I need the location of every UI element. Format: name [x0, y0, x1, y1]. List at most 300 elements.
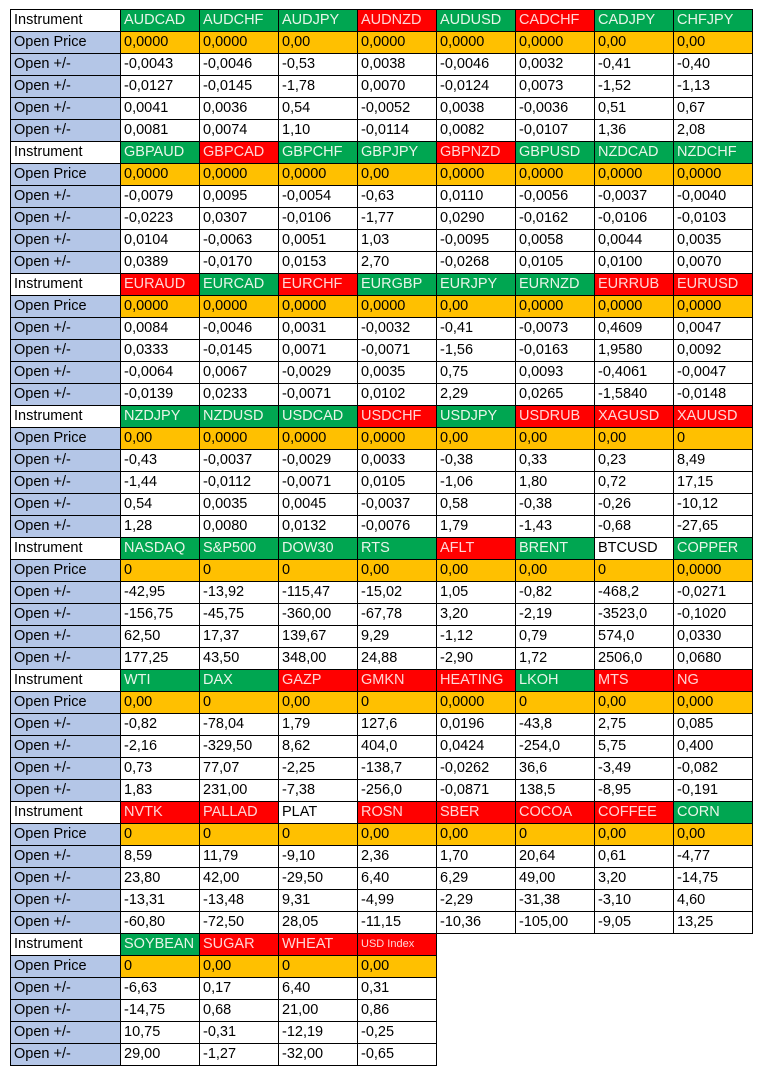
empty-cell [516, 1044, 595, 1066]
open-delta-value: 20,64 [516, 846, 595, 868]
empty-cell [516, 1000, 595, 1022]
open-delta-label: Open +/- [11, 626, 121, 648]
open-delta-value: 0,0100 [595, 252, 674, 274]
open-delta-value: -0,0064 [121, 362, 200, 384]
open-delta-label: Open +/- [11, 758, 121, 780]
open-delta-label: Open +/- [11, 846, 121, 868]
open-delta-value: -43,8 [516, 714, 595, 736]
open-delta-label: Open +/- [11, 340, 121, 362]
open-delta-value: 0,0093 [516, 362, 595, 384]
open-delta-value: 0,17 [200, 978, 279, 1000]
open-delta-value: -0,0268 [437, 252, 516, 274]
open-delta-label: Open +/- [11, 54, 121, 76]
open-delta-value: 62,50 [121, 626, 200, 648]
instrument-corn: CORN [674, 802, 753, 824]
open-price-value: 0,0000 [200, 428, 279, 450]
open-price-value: 0,00 [674, 32, 753, 54]
open-delta-value: -9,10 [279, 846, 358, 868]
open-delta-value: -31,38 [516, 890, 595, 912]
open-delta-row [11, 384, 753, 406]
open-delta-value: -360,00 [279, 604, 358, 626]
open-delta-value: 404,0 [358, 736, 437, 758]
open-delta-value: -0,0043 [121, 54, 200, 76]
open-delta-label: Open +/- [11, 208, 121, 230]
open-delta-value: -0,0046 [200, 54, 279, 76]
open-delta-value: -0,191 [674, 780, 753, 802]
open-delta-row [11, 472, 753, 494]
open-delta-value: -29,50 [279, 868, 358, 890]
open-delta-value: -0,1020 [674, 604, 753, 626]
open-delta-value: -2,29 [437, 890, 516, 912]
open-delta-value: -10,12 [674, 494, 753, 516]
open-delta-value: 1,72 [516, 648, 595, 670]
open-delta-value: 10,75 [121, 1022, 200, 1044]
open-delta-label: Open +/- [11, 450, 121, 472]
open-delta-value: -0,41 [437, 318, 516, 340]
empty-cell [674, 1000, 753, 1022]
instrument-heating: HEATING [437, 670, 516, 692]
open-price-value: 0,0000 [279, 296, 358, 318]
open-price-value: 0,0000 [200, 296, 279, 318]
open-delta-value: 0,0074 [200, 120, 279, 142]
open-delta-value: -1,44 [121, 472, 200, 494]
open-delta-row [11, 318, 753, 340]
open-price-value: 0,0000 [200, 164, 279, 186]
open-delta-value: -0,082 [674, 758, 753, 780]
open-delta-value: 77,07 [200, 758, 279, 780]
open-delta-value: 0,73 [121, 758, 200, 780]
open-delta-value: -14,75 [674, 868, 753, 890]
instrument-eurusd: EURUSD [674, 274, 753, 296]
open-delta-value: 0,72 [595, 472, 674, 494]
instrument-gbpcad: GBPCAD [200, 142, 279, 164]
instrument-gbpaud: GBPAUD [121, 142, 200, 164]
open-delta-value: -0,0071 [279, 472, 358, 494]
open-price-value: 0 [358, 692, 437, 714]
open-price-value: 0,00 [516, 428, 595, 450]
open-delta-row [11, 868, 753, 890]
empty-cell [595, 1000, 674, 1022]
instrument-header-row [11, 802, 753, 824]
open-delta-value: -105,00 [516, 912, 595, 934]
instrument-coffee: COFFEE [595, 802, 674, 824]
open-price-row [11, 824, 753, 846]
open-delta-value: -468,2 [595, 582, 674, 604]
open-delta-value: 9,29 [358, 626, 437, 648]
open-delta-value: 139,67 [279, 626, 358, 648]
open-delta-value: -1,43 [516, 516, 595, 538]
open-delta-value: -7,38 [279, 780, 358, 802]
open-delta-row [11, 120, 753, 142]
open-price-value: 0,00 [595, 428, 674, 450]
open-delta-value: -2,19 [516, 604, 595, 626]
open-delta-value: -0,0036 [516, 98, 595, 120]
open-delta-value: -0,0170 [200, 252, 279, 274]
open-price-value: 0,00 [358, 164, 437, 186]
open-price-value: 0 [200, 560, 279, 582]
instrument-dow30: DOW30 [279, 538, 358, 560]
open-delta-value: 3,20 [595, 868, 674, 890]
empty-cell [437, 934, 516, 956]
open-delta-value: -0,0145 [200, 76, 279, 98]
open-price-value: 0,0000 [358, 32, 437, 54]
open-delta-value: -0,25 [358, 1022, 437, 1044]
open-price-label: Open Price [11, 560, 121, 582]
open-delta-label: Open +/- [11, 1000, 121, 1022]
instrument-label: Instrument [11, 538, 121, 560]
open-delta-value: -0,0139 [121, 384, 200, 406]
open-delta-value: -14,75 [121, 1000, 200, 1022]
instrument-gbpjpy: GBPJPY [358, 142, 437, 164]
instrument-rosn: ROSN [358, 802, 437, 824]
open-price-value: 0,0000 [674, 560, 753, 582]
open-delta-row [11, 516, 753, 538]
open-delta-value: -0,0032 [358, 318, 437, 340]
open-delta-label: Open +/- [11, 472, 121, 494]
open-delta-label: Open +/- [11, 230, 121, 252]
open-delta-value: 6,40 [358, 868, 437, 890]
open-delta-value: 0,0290 [437, 208, 516, 230]
open-delta-value: -0,0063 [200, 230, 279, 252]
instrument-wti: WTI [121, 670, 200, 692]
open-price-value: 0,0000 [358, 296, 437, 318]
open-price-value: 0,00 [516, 560, 595, 582]
open-delta-value: 0,0333 [121, 340, 200, 362]
open-delta-value: 0,0424 [437, 736, 516, 758]
open-delta-value: 0,0105 [358, 472, 437, 494]
empty-cell [674, 956, 753, 978]
open-price-label: Open Price [11, 956, 121, 978]
open-price-value: 0,00 [121, 428, 200, 450]
empty-cell [516, 1022, 595, 1044]
open-price-value: 0,0000 [437, 164, 516, 186]
open-delta-value: -1,52 [595, 76, 674, 98]
open-price-value: 0 [200, 692, 279, 714]
open-delta-value: 0,0153 [279, 252, 358, 274]
open-delta-value: 177,25 [121, 648, 200, 670]
open-delta-row [11, 98, 753, 120]
open-delta-value: 6,40 [279, 978, 358, 1000]
open-price-value: 0,0000 [121, 164, 200, 186]
open-delta-value: -45,75 [200, 604, 279, 626]
open-price-row [11, 296, 753, 318]
open-price-value: 0,00 [358, 956, 437, 978]
open-delta-value: -0,0040 [674, 186, 753, 208]
instrument-nasdaq: NASDAQ [121, 538, 200, 560]
open-delta-value: 17,37 [200, 626, 279, 648]
open-delta-value: -2,25 [279, 758, 358, 780]
open-delta-value: -115,47 [279, 582, 358, 604]
open-delta-value: 0,0044 [595, 230, 674, 252]
open-delta-value: 43,50 [200, 648, 279, 670]
open-delta-value: -0,68 [595, 516, 674, 538]
open-delta-value: 49,00 [516, 868, 595, 890]
open-delta-value: -4,77 [674, 846, 753, 868]
open-delta-label: Open +/- [11, 780, 121, 802]
open-delta-value: 17,15 [674, 472, 753, 494]
instrument-s-p500: S&P500 [200, 538, 279, 560]
empty-cell [516, 978, 595, 1000]
instrument-rts: RTS [358, 538, 437, 560]
instrument-chfjpy: CHFJPY [674, 10, 753, 32]
open-delta-value: -254,0 [516, 736, 595, 758]
open-delta-value: -2,16 [121, 736, 200, 758]
open-delta-value: -0,0076 [358, 516, 437, 538]
open-delta-value: -10,36 [437, 912, 516, 934]
open-price-value: 0,00 [595, 32, 674, 54]
open-price-value: 0,00 [121, 692, 200, 714]
open-delta-label: Open +/- [11, 868, 121, 890]
open-delta-row [11, 340, 753, 362]
open-price-value: 0,0000 [674, 164, 753, 186]
open-delta-value: 0,79 [516, 626, 595, 648]
open-delta-row [11, 758, 753, 780]
empty-cell [674, 978, 753, 1000]
open-delta-label: Open +/- [11, 494, 121, 516]
open-delta-label: Open +/- [11, 252, 121, 274]
open-price-value: 0,0000 [437, 692, 516, 714]
instrument-wheat: WHEAT [279, 934, 358, 956]
open-price-row [11, 560, 753, 582]
open-price-value: 0,00 [437, 824, 516, 846]
open-delta-value: 21,00 [279, 1000, 358, 1022]
instrument-lkoh: LKOH [516, 670, 595, 692]
open-delta-value: -0,0037 [595, 186, 674, 208]
open-delta-value: -0,82 [121, 714, 200, 736]
open-delta-row [11, 54, 753, 76]
open-delta-value: 0,0330 [674, 626, 753, 648]
open-delta-label: Open +/- [11, 1044, 121, 1066]
open-delta-value: -0,0054 [279, 186, 358, 208]
open-delta-value: -0,0079 [121, 186, 200, 208]
open-delta-value: 1,83 [121, 780, 200, 802]
open-delta-row [11, 978, 753, 1000]
empty-cell [516, 934, 595, 956]
open-delta-value: 8,49 [674, 450, 753, 472]
open-delta-value: -0,0071 [358, 340, 437, 362]
open-delta-value: -0,0114 [358, 120, 437, 142]
open-delta-value: -0,0162 [516, 208, 595, 230]
instrument-copper: COPPER [674, 538, 753, 560]
open-delta-value: 0,0082 [437, 120, 516, 142]
open-price-value: 0 [121, 956, 200, 978]
open-delta-value: -0,0047 [674, 362, 753, 384]
open-delta-value: 42,00 [200, 868, 279, 890]
open-price-value: 0,00 [437, 428, 516, 450]
open-delta-value: 231,00 [200, 780, 279, 802]
open-delta-value: 0,085 [674, 714, 753, 736]
open-delta-value: -0,0107 [516, 120, 595, 142]
open-price-sheet [10, 9, 753, 1066]
open-price-label: Open Price [11, 824, 121, 846]
instrument-usdcad: USDCAD [279, 406, 358, 428]
open-delta-value: -11,15 [358, 912, 437, 934]
open-delta-value: 0,0104 [121, 230, 200, 252]
open-delta-value: -0,0029 [279, 362, 358, 384]
open-price-value: 0,00 [595, 692, 674, 714]
open-delta-value: -15,02 [358, 582, 437, 604]
open-delta-value: 1,36 [595, 120, 674, 142]
open-price-value: 0,0000 [121, 32, 200, 54]
instrument-table [10, 9, 753, 1066]
open-delta-value: 0,61 [595, 846, 674, 868]
open-delta-value: -0,0071 [279, 384, 358, 406]
instrument-pallad: PALLAD [200, 802, 279, 824]
instrument-cadjpy: CADJPY [595, 10, 674, 32]
open-delta-value: 0,0071 [279, 340, 358, 362]
open-delta-value: 0,0680 [674, 648, 753, 670]
open-price-value: 0,0000 [595, 164, 674, 186]
open-delta-value: 0,23 [595, 450, 674, 472]
open-delta-value: 0,0095 [200, 186, 279, 208]
open-delta-value: 0,0265 [516, 384, 595, 406]
open-price-value: 0,00 [279, 692, 358, 714]
open-delta-value: -12,19 [279, 1022, 358, 1044]
open-delta-row [11, 912, 753, 934]
open-delta-value: 1,9580 [595, 340, 674, 362]
open-delta-label: Open +/- [11, 648, 121, 670]
open-delta-row [11, 582, 753, 604]
instrument-soybean: SOYBEAN [121, 934, 200, 956]
open-delta-value: -0,0106 [279, 208, 358, 230]
open-delta-value: 127,6 [358, 714, 437, 736]
instrument-usdjpy: USDJPY [437, 406, 516, 428]
open-delta-value: 0,0058 [516, 230, 595, 252]
empty-cell [437, 978, 516, 1000]
open-delta-row [11, 626, 753, 648]
open-delta-value: 0,68 [200, 1000, 279, 1022]
open-delta-value: -0,26 [595, 494, 674, 516]
open-price-value: 0,0000 [279, 428, 358, 450]
open-price-value: 0,0000 [279, 164, 358, 186]
instrument-usdrub: USDRUB [516, 406, 595, 428]
instrument-gmkn: GMKN [358, 670, 437, 692]
instrument-usdchf: USDCHF [358, 406, 437, 428]
open-price-label: Open Price [11, 428, 121, 450]
empty-cell [674, 1022, 753, 1044]
instrument-label: Instrument [11, 670, 121, 692]
open-price-label: Open Price [11, 164, 121, 186]
open-delta-row [11, 780, 753, 802]
open-delta-value: 11,79 [200, 846, 279, 868]
open-delta-value: 0,0092 [674, 340, 753, 362]
open-delta-value: 0,0233 [200, 384, 279, 406]
open-delta-value: -0,0029 [279, 450, 358, 472]
instrument-audnzd: AUDNZD [358, 10, 437, 32]
open-price-label: Open Price [11, 32, 121, 54]
open-delta-value: -1,13 [674, 76, 753, 98]
open-delta-value: 0,0070 [358, 76, 437, 98]
open-price-row [11, 32, 753, 54]
instrument-nzdjpy: NZDJPY [121, 406, 200, 428]
open-delta-value: 8,59 [121, 846, 200, 868]
open-delta-value: 0,0031 [279, 318, 358, 340]
open-delta-value: 0,0033 [358, 450, 437, 472]
open-delta-value: -0,0124 [437, 76, 516, 98]
open-delta-value: -1,78 [279, 76, 358, 98]
instrument-eurgbp: EURGBP [358, 274, 437, 296]
open-delta-row [11, 846, 753, 868]
open-delta-label: Open +/- [11, 384, 121, 406]
open-delta-value: 0,0105 [516, 252, 595, 274]
instrument-gbpnzd: GBPNZD [437, 142, 516, 164]
open-delta-value: -0,0871 [437, 780, 516, 802]
open-price-value: 0,00 [674, 824, 753, 846]
instrument-btcusd: BTCUSD [595, 538, 674, 560]
open-delta-row [11, 450, 753, 472]
open-delta-value: 0,0070 [674, 252, 753, 274]
empty-cell [595, 956, 674, 978]
open-delta-value: 0,54 [279, 98, 358, 120]
open-delta-value: -13,31 [121, 890, 200, 912]
open-delta-label: Open +/- [11, 604, 121, 626]
instrument-eurchf: EURCHF [279, 274, 358, 296]
open-delta-value: -0,41 [595, 54, 674, 76]
instrument-cadchf: CADCHF [516, 10, 595, 32]
open-delta-value: -0,0052 [358, 98, 437, 120]
open-delta-value: -9,05 [595, 912, 674, 934]
open-price-value: 0,00 [279, 32, 358, 54]
open-delta-row [11, 252, 753, 274]
open-delta-value: 138,5 [516, 780, 595, 802]
open-delta-value: -1,56 [437, 340, 516, 362]
open-delta-value: -3523,0 [595, 604, 674, 626]
instrument-header-row [11, 670, 753, 692]
open-delta-row [11, 1022, 753, 1044]
open-delta-value: 1,80 [516, 472, 595, 494]
empty-cell [674, 934, 753, 956]
open-delta-value: -0,0046 [200, 318, 279, 340]
open-delta-value: -256,0 [358, 780, 437, 802]
open-delta-row [11, 76, 753, 98]
instrument-audcad: AUDCAD [121, 10, 200, 32]
open-delta-value: -1,77 [358, 208, 437, 230]
open-delta-label: Open +/- [11, 582, 121, 604]
instrument-aflt: AFLT [437, 538, 516, 560]
instrument-gbpusd: GBPUSD [516, 142, 595, 164]
open-delta-value: 0,0038 [358, 54, 437, 76]
open-delta-value: 0,0110 [437, 186, 516, 208]
open-delta-value: 0,0067 [200, 362, 279, 384]
instrument-audusd: AUDUSD [437, 10, 516, 32]
open-delta-value: 0,0032 [516, 54, 595, 76]
open-delta-value: 0,0196 [437, 714, 516, 736]
open-delta-value: 0,0035 [358, 362, 437, 384]
open-price-value: 0,0000 [674, 296, 753, 318]
open-delta-value: -1,27 [200, 1044, 279, 1066]
open-price-value: 0,0000 [121, 296, 200, 318]
open-delta-value: 0,0045 [279, 494, 358, 516]
open-delta-value: -4,99 [358, 890, 437, 912]
instrument-header-row [11, 10, 753, 32]
open-price-value: 0,0000 [516, 32, 595, 54]
open-delta-value: -0,40 [674, 54, 753, 76]
open-price-value: 0,00 [358, 824, 437, 846]
open-delta-value: -60,80 [121, 912, 200, 934]
empty-cell [595, 1022, 674, 1044]
open-delta-value: -0,0037 [200, 450, 279, 472]
open-price-value: 0 [674, 428, 753, 450]
open-price-value: 0 [121, 560, 200, 582]
instrument-label: Instrument [11, 406, 121, 428]
open-delta-value: -3,49 [595, 758, 674, 780]
open-delta-label: Open +/- [11, 736, 121, 758]
instrument-xagusd: XAGUSD [595, 406, 674, 428]
empty-cell [437, 1044, 516, 1066]
open-delta-value: -138,7 [358, 758, 437, 780]
open-delta-value: 1,05 [437, 582, 516, 604]
open-delta-value: -0,0112 [200, 472, 279, 494]
